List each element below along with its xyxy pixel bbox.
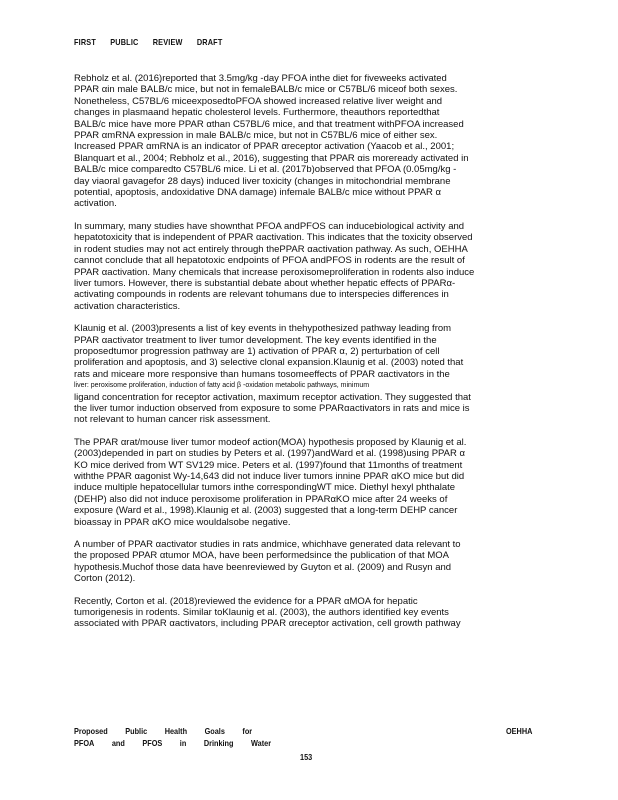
text-line: rats and miceare more responsive than humans tosomeeffects of PPAR αactivators in the [74,368,450,380]
header-word: FIRST [74,37,96,47]
text-line: hepatotoxicity that is independent of PPAR αactivation. This indicates that the toxicity observed [74,232,473,244]
document-body [74,73,551,641]
footer-word: Health [164,726,188,736]
text-line: day viaoral gavagefor 28 days) induced liver toxicity (changes in mitochondrial membrane [74,175,451,187]
text-line: proliferation and apoptosis, and 3) selective clonal expansion.Klaunig et al. (2003) noted that [74,357,464,369]
footer-word: Water [251,738,272,748]
text-line: BALB/c mice have more PPAR αthan C57BL/6 mice, and that treatment withPFOA increased [74,118,464,130]
footer-word: in [179,738,187,748]
text-line: liver: peroxisome proliferation, induction of fatty acid β -oxidation metabolic pathways, minimum [74,382,370,390]
text-line: Klaunig et al. (2003)presents a list of key events in thehypothesized pathway leading from [74,323,452,335]
page-number: 153 [300,752,313,762]
text-line: Increased PPAR αmRNA is an indicator of PPAR αreceptor activation (Yaacob et al., 2001; [74,141,455,153]
text-line: the liver tumor induction observed from exposure to some PPARαactivators in rats and mice is [74,402,470,414]
paragraph [74,437,551,528]
text-line: not relevant to human cancer risk assessment. [74,414,271,426]
footer-line-1 [74,726,287,738]
text-line: potential, apoptosis, andoxidative DNA damage) infemale BALB/c mice without PPAR α [74,187,442,199]
draft-header [74,37,235,47]
paragraph [74,73,551,210]
text-line: Blanquart et al., 2004; Rebholz et al., 2016), suggesting that PPAR αis moreready activated in [74,152,469,164]
paragraph [74,323,551,426]
text-line: the proposed PPAR αtumor MOA, have been performedsince the publication of that MOA [74,550,449,562]
paragraph [74,221,551,312]
text-line: in rodent studies may not act entirely through thePPAR αactivation pathway. As such, OEHHA [74,243,468,255]
text-line: changes in plasmaand hepatic cholesterol levels. Furthermore, theauthors reportedthat [74,107,440,119]
text-line: A number of PPAR αactivator studies in rats andmice, whichhave generated data relevant to [74,539,461,551]
footer-word: PFOS [142,738,163,748]
footer-word: Drinking [203,738,234,748]
header-word: PUBLIC [110,37,139,47]
footer-agency: OEHHA [506,726,533,736]
footer-word: and [111,738,125,748]
text-line: PPAR αin male BALB/c mice, but not in femaleBALB/c mice or C57BL/6 miceof both sexes. [74,84,458,96]
footer-word: for [242,726,253,736]
text-line: liver tumors. However, there is substantial debate about whether hepatic effects of PPARα- [74,277,456,289]
text-line: induce multiple hepatocellular tumors inthe correspondingWT mice. Diethyl hexyl phthalate [74,482,456,494]
text-line: Nonetheless, C57BL/6 miceexposedtoPFOA showed increased relative liver weight and [74,95,443,107]
text-line: associated with PPAR αactivators, including PPAR αreceptor activation, cell growth pathway [74,618,461,630]
text-line: KO mice derived from WT SV129 mice. Peters et al. (1997)found that 11months of treatment [74,459,463,471]
text-line: proposedtumor progression pathway are 1) activation of PPAR α, 2) perturbation of cell [74,345,440,357]
text-line: PPAR αmRNA expression in male BALB/c mice, but not in C57BL/6 mice of either sex. [74,130,438,142]
footer-word: Goals [204,726,225,736]
footer-line-2 [74,738,287,750]
text-line: Rebholz et al. (2016)reported that 3.5mg/kg -day PFOA inthe diet for fiveweeks activated [74,73,447,84]
footer-word: Proposed [74,726,108,736]
text-line: cannot conclude that all hepatotoxic endpoints of PFOA andPFOS in rodents are the result of [74,255,465,267]
text-line: (DEHP) also did not induce peroxisome proliferation in PPARαKO mice after 24 weeks of [74,493,448,505]
text-line: activation. [74,198,117,210]
text-line: exposure (Ward et al., 1998).Klaunig et al. (2003) suggested that a long-term DEHP cancer [74,505,458,517]
footer-title [74,726,287,750]
text-line: withthe PPAR αagonist Wy-14,643 did not induce liver tumors innine PPAR αKO mice but did [74,471,465,482]
text-line: PPAR αactivator treatment to liver tumor development. The key events identified in the [74,334,437,346]
text-line: BALB/c mice comparedto C57BL/6 mice. Li et al. (2017b)observed that PFOA (0.05mg/kg - [74,164,457,176]
text-line: Recently, Corton et al. (2018)reviewed the evidence for a PPAR αMOA for hepatic [74,595,418,607]
text-line: tumorigenesis in rodents. Similar toKlaunig et al. (2003), the authors identified key events [74,607,449,619]
text-line: ligand concentration for receptor activation, maximum receptor activation. They suggested that [74,391,471,403]
text-line: (2003)depended in part on studies by Peters et al. (1997)andWard et al. (1998)using PPAR α [74,448,465,460]
text-line: In summary, many studies have shownthat PFOA andPFOS can inducebiological activity and [74,220,465,232]
text-line: Corton (2012). [74,573,136,585]
text-line: bioassay in PPAR αKO mice wouldalsobe negative. [74,516,291,528]
text-line: hypothesis.Muchof those data have beenreviewed by Guyton et al. (2009) and Rusyn and [74,561,452,573]
text-line: activating compounds in rodents are relevant tohumans due to interspecies differences in [74,289,449,301]
footer-word: Public [125,726,148,736]
header-word: REVIEW [152,37,183,47]
text-line: PPAR αactivation. Many chemicals that increase peroxisomeproliferation in rodents also induce [74,266,475,278]
text-line: activation characteristics. [74,300,181,312]
paragraph [74,596,551,630]
footer-word: PFOA [74,738,95,748]
paragraph [74,539,551,585]
header-word: DRAFT [196,37,223,47]
text-line: The PPAR αrat/mouse liver tumor modeof action(MOA) hypothesis proposed by Klaunig et al. [74,436,467,448]
